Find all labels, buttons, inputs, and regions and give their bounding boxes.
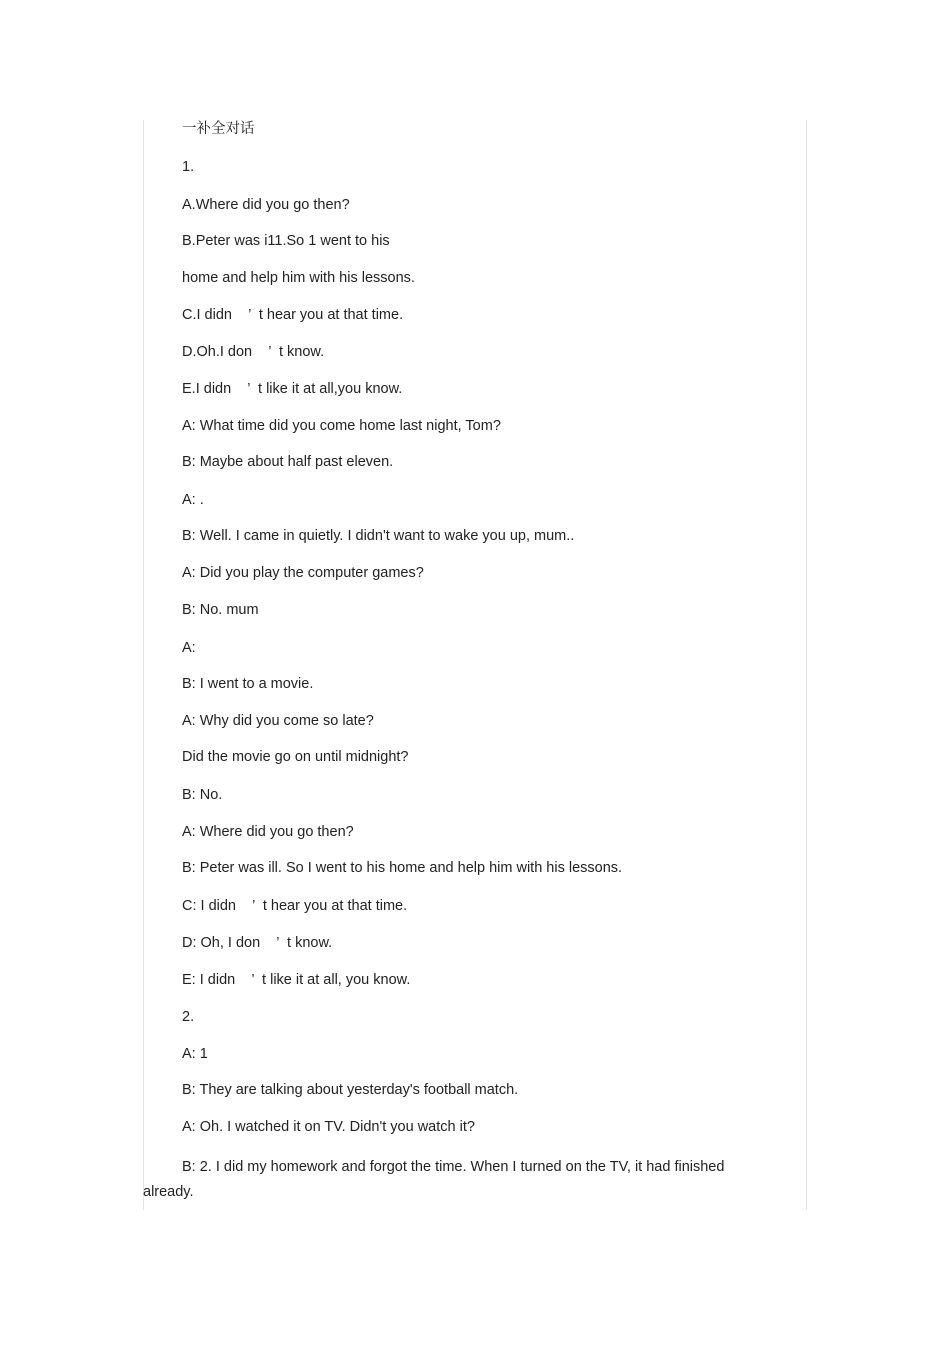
dialog-line: 2. [182,1009,195,1025]
dialog-line: C.I didn ’ t hear you at that time. [182,307,404,323]
dialog-line: A: Why did you come so late? [182,713,374,729]
dialog-line: D: Oh, I don ’ t know. [182,935,333,951]
dialog-line: A: Did you play the computer games? [182,565,424,581]
dialog-line: E.I didn ’ t like it at all,you know. [182,381,403,397]
dialog-line: A: Where did you go then? [182,824,354,840]
dialog-line: A.Where did you go then? [182,197,350,213]
dialog-line: B: Peter was ill. So I went to his home and help him with his lessons. [182,860,623,876]
dialog-line: B: No. mum [182,602,259,618]
dialog-line: C: I didn ’ t hear you at that time. [182,898,408,914]
dialog-line: E: I didn ’ t like it at all, you know. [182,972,411,988]
dialog-line: B: Maybe about half past eleven. [182,454,394,470]
section-heading: 一补全对话 [182,121,255,137]
dialog-line: A: [182,640,196,656]
dialog-line: A: . [182,492,204,508]
dialog-line: A: Oh. I watched it on TV. Didn't you watch it? [182,1119,475,1135]
dialog-line: B: Well. I came in quietly. I didn't want to wake you up, mum.. [182,528,575,544]
dialog-line: A: What time did you come home last night, Tom? [182,418,501,434]
dialog-line: home and help him with his lessons. [182,270,415,286]
final-paragraph: B: 2. I did my homework and forgot the time. When I turned on the TV, it had finished already. [143,1159,725,1200]
dialog-line: 1. [182,159,195,175]
dialog-line: A: 1 [182,1046,208,1062]
dialog-line: B: They are talking about yesterday's football match. [182,1082,519,1098]
dialog-line: B: No. [182,787,223,803]
dialog-line: B.Peter was i11.So 1 went to his [182,233,390,249]
dialog-line: B: I went to a movie. [182,676,314,692]
dialog-line: Did the movie go on until midnight? [182,749,409,765]
dialog-line: D.Oh.I don ’ t know. [182,344,325,360]
